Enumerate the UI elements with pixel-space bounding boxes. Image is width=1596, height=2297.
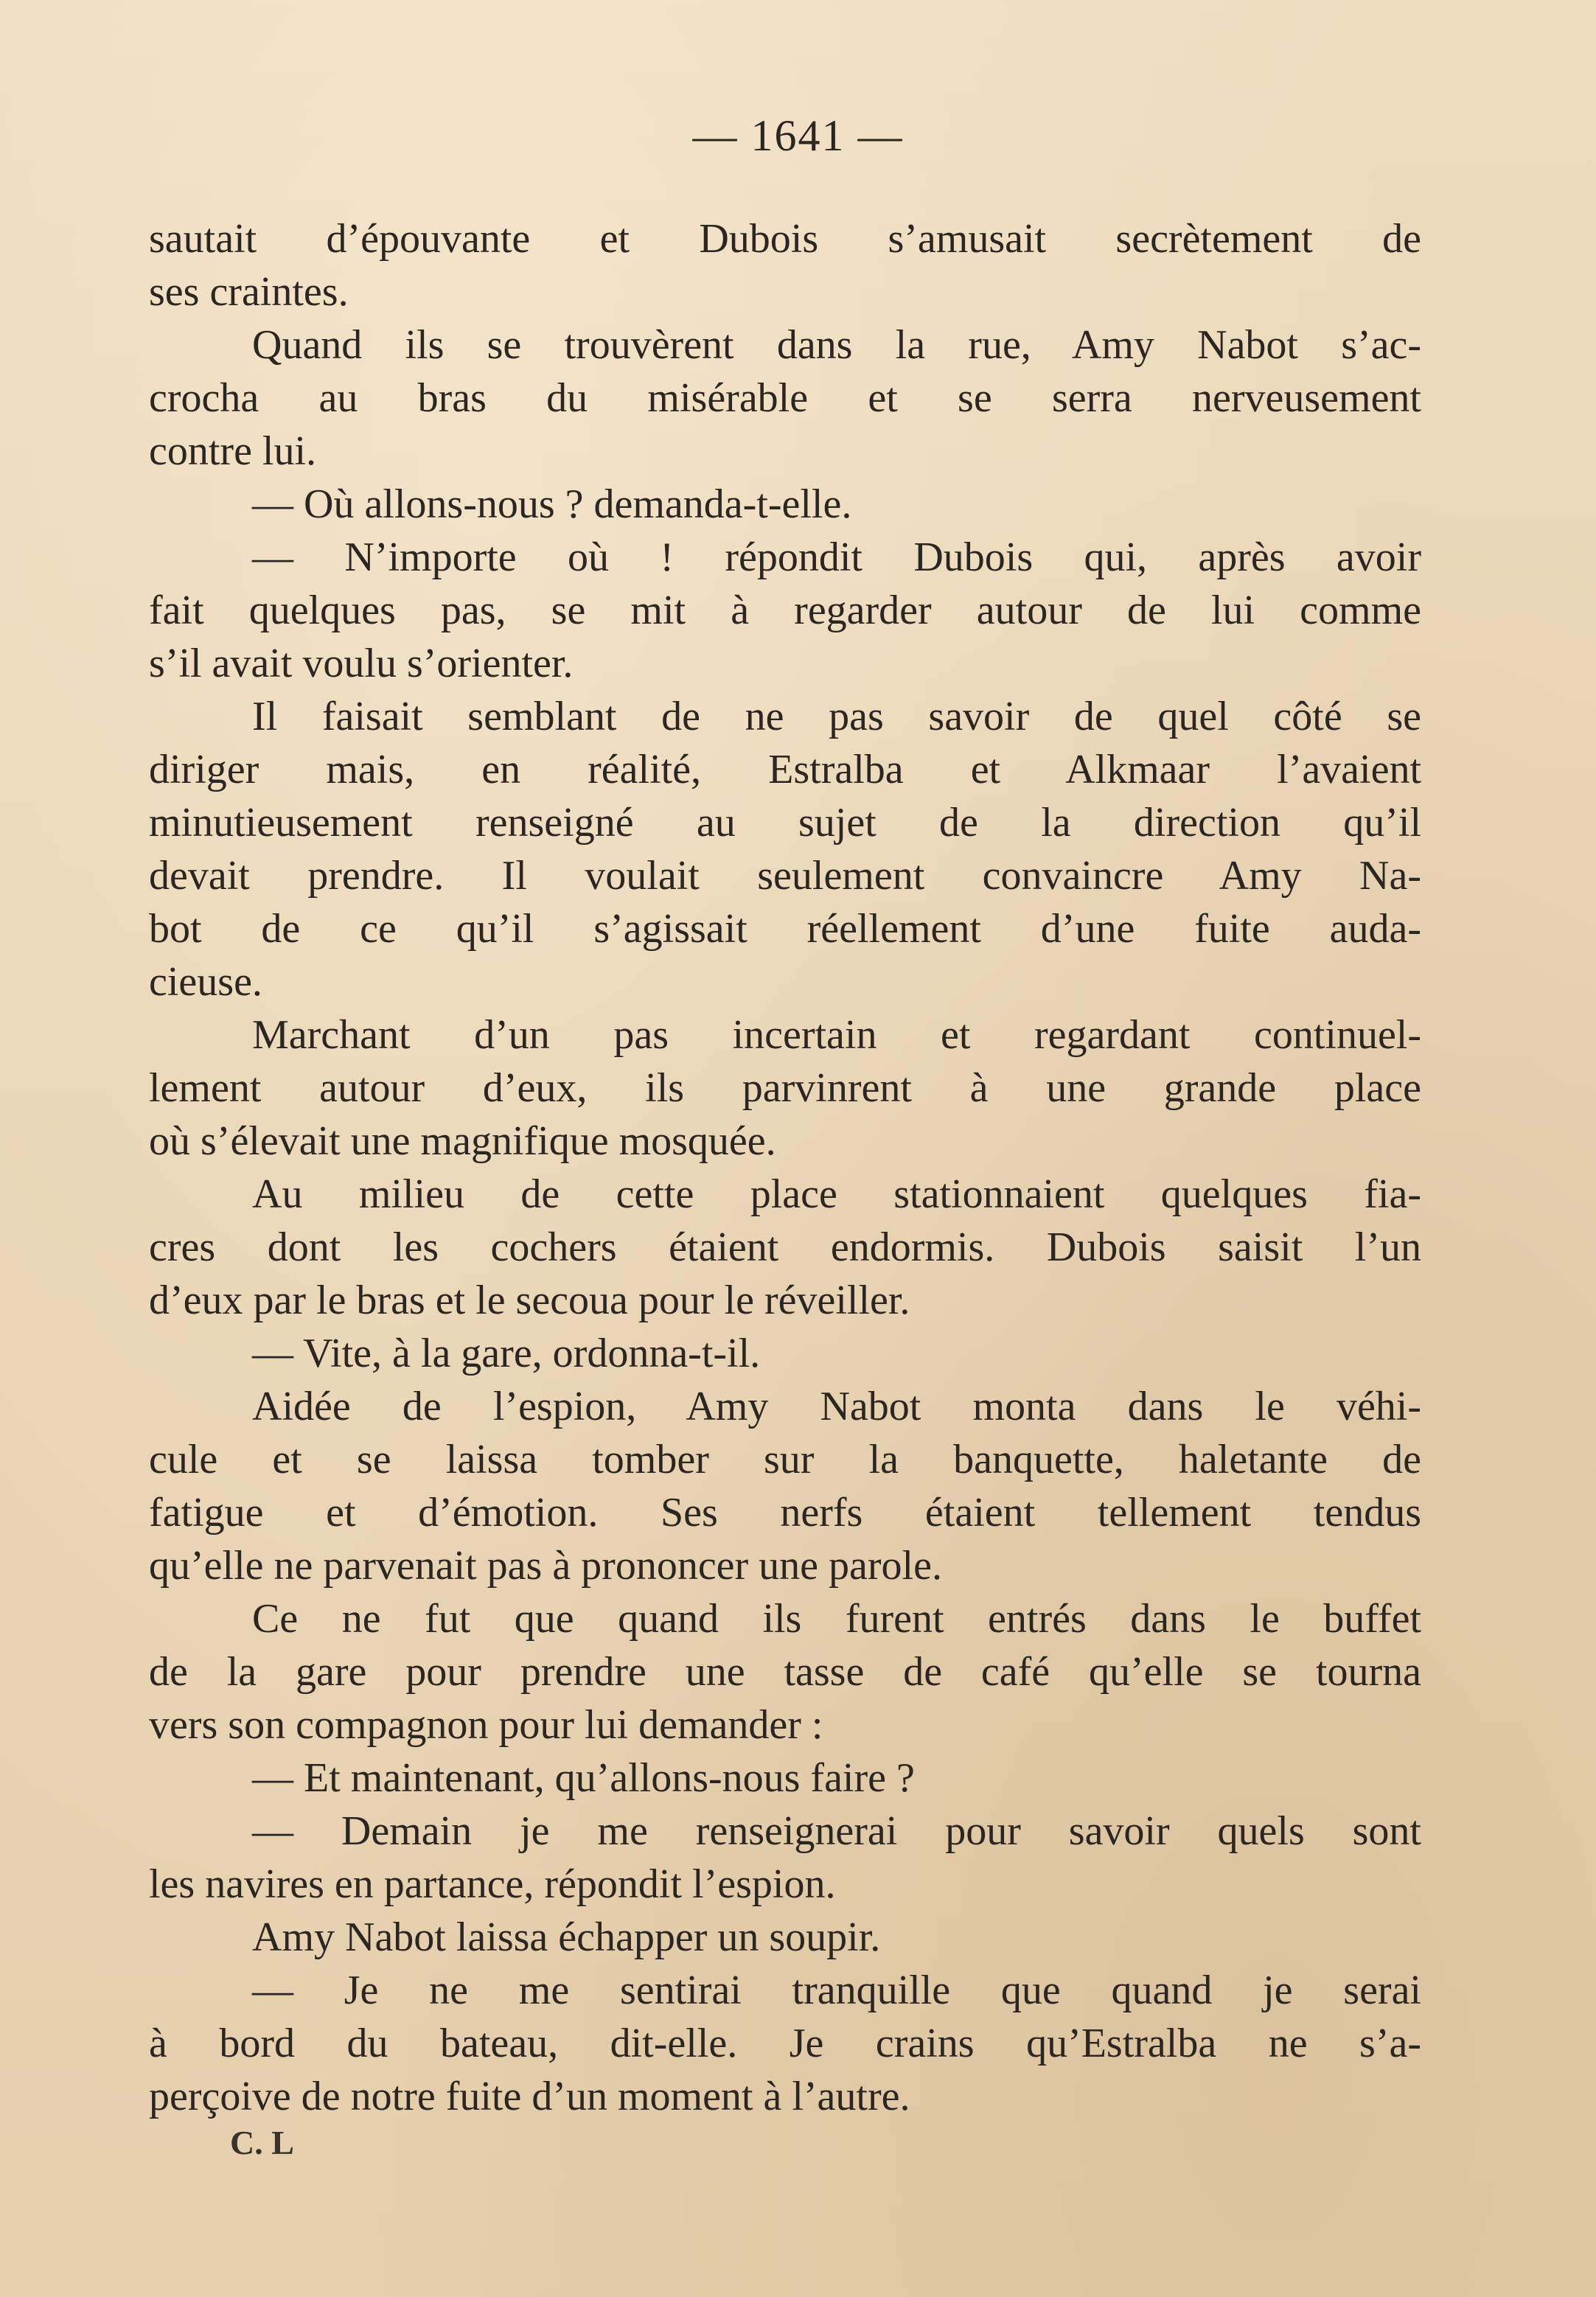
text-line: qu’elle ne parvenait pas à prononcer une parole. bbox=[149, 1543, 942, 1589]
text-line: cres dont les cochers étaient endormis. Dubois saisit l’un bbox=[149, 1224, 1421, 1270]
text-line: ses craintes. bbox=[149, 269, 349, 315]
text-line: sautait d’épouvante et Dubois s’amusait secrètement de bbox=[149, 216, 1421, 262]
text-line: Aidée de l’espion, Amy Nabot monta dans le véhi- bbox=[252, 1384, 1421, 1429]
text-line: d’eux par le bras et le secoua pour le réveiller. bbox=[149, 1278, 910, 1323]
text-line: de la gare pour prendre une tasse de café qu’elle se tourna bbox=[149, 1649, 1421, 1695]
text-line: — Où allons-nous ? demanda-t-elle. bbox=[252, 481, 852, 527]
text-line: cule et se laissa tomber sur la banquette, haletante de bbox=[149, 1437, 1421, 1482]
text-line: Ce ne fut que quand ils furent entrés dans le buffet bbox=[252, 1596, 1421, 1642]
text-line: Amy Nabot laissa échapper un soupir. bbox=[252, 1914, 881, 1960]
text-line: crocha au bras du misérable et se serra nerveusement bbox=[149, 375, 1421, 421]
text-line: bot de ce qu’il s’agissait réellement d’une fuite auda- bbox=[149, 906, 1421, 952]
text-line: contre lui. bbox=[149, 428, 317, 474]
text-line: — Et maintenant, qu’allons-nous faire ? bbox=[252, 1755, 915, 1801]
text-line: perçoive de notre fuite d’un moment à l’autre. bbox=[149, 2074, 910, 2119]
text-line: minutieusement renseigné au sujet de la direction qu’il bbox=[149, 800, 1421, 846]
text-line: Il faisait semblant de ne pas savoir de quel côté se bbox=[252, 694, 1421, 739]
text-line: — Vite, à la gare, ordonna-t-il. bbox=[252, 1331, 761, 1376]
page-number: — 1641 — bbox=[692, 111, 904, 160]
text-line: lement autour d’eux, ils parvinrent à une grande place bbox=[149, 1065, 1421, 1111]
text-line: diriger mais, en réalité, Estralba et Alkmaar l’avaient bbox=[149, 747, 1421, 792]
text-line: devait prendre. Il voulait seulement convaincre Amy Na- bbox=[149, 853, 1421, 899]
text-line: les navires en partance, répondit l’espion. bbox=[149, 1861, 836, 1907]
text-line: Au milieu de cette place stationnaient quelques fia- bbox=[252, 1171, 1421, 1217]
signature-mark: C. L bbox=[230, 2124, 294, 2161]
text-line: où s’élevait une magnifique mosquée. bbox=[149, 1118, 776, 1164]
body-text bbox=[149, 212, 1421, 2123]
text-line: — Demain je me renseignerai pour savoir quels sont bbox=[252, 1808, 1421, 1854]
text-line: s’il avait voulu s’orienter. bbox=[149, 641, 574, 686]
text-line: fait quelques pas, se mit à regarder autour de lui comme bbox=[149, 588, 1421, 633]
text-line: cieuse. bbox=[149, 959, 262, 1005]
text-line: — N’importe où ! répondit Dubois qui, après avoir bbox=[252, 534, 1421, 580]
text-line: à bord du bateau, dit-elle. Je crains qu’Estralba ne s’a- bbox=[149, 2021, 1421, 2066]
text-line: fatigue et d’émotion. Ses nerfs étaient tellement tendus bbox=[149, 1490, 1421, 1536]
text-line: Marchant d’un pas incertain et regardant continuel- bbox=[252, 1012, 1421, 1058]
text-line: — Je ne me sentirai tranquille que quand je serai bbox=[252, 1967, 1421, 2013]
text-line: vers son compagnon pour lui demander : bbox=[149, 1702, 823, 1748]
text-line: Quand ils se trouvèrent dans la rue, Amy Nabot s’ac- bbox=[252, 322, 1421, 368]
